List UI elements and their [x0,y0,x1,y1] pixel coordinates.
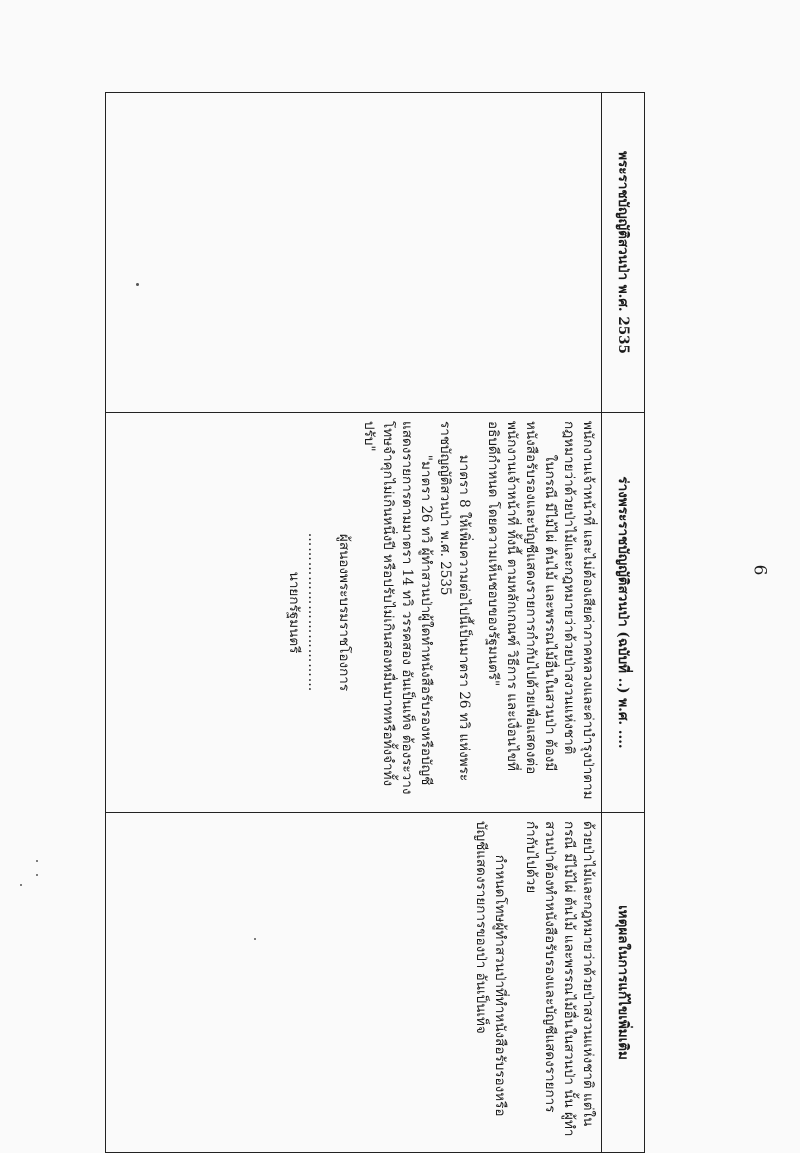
reason-paragraph-1: ด้วยป่าไม้และกฎหมายว่าด้วยป่าสงวนแห่งชาติ แต่ในกรณี มีไม้ไผ่ ต้นไม้ และพรรณไม้อื่นในสวนป่า นั้น ผู้ทำสวนป่าต้องทำหนังสือรับรองและบัญชีแสดงรายการกำกับไปด้วย [523,821,596,1137]
draft-paragraph-1: พนักงานเจ้าหน้าที่ และไม่ต้องเสียค่าภาคหลวงและค่าบำรุงป่าตามกฎหมายว่าด้วยป่าไม้และกฎหมายว่าด้วยป่าสงวนแห่งชาติ [561,421,596,800]
current-law-cell [106,93,602,413]
body-row [106,93,602,1153]
header-row [602,93,645,1153]
countersign-text: ผู้สนองพระบรมราชโองการ [336,533,352,692]
reason-paragraph-2: กำหนดโทษผู้ทำสวนป่าที่ทำหนังสือรับรองหรือบัญชีแสดงรายการของป่า อันเป็นเท็จ [473,821,508,1117]
page-number: 6 [749,564,770,576]
draft-paragraph-4: "มาตรา 26 ทวิ ผู้ทำสวนป่าผู้ใดทำหนังสือรับรองหรือบัญชีแสดงรายการตามมาตรา 14 ทวิ วรรคสอง อันเป็นเท็จ ต้องระวางโทษจำคุกไม่เกินหนึ่งปี หรือปรับไม่เกินสองหมื่นบาทหรือทั้งจำทั้งปรับ" [361,421,434,795]
scan-speck [254,938,256,940]
draft-law-cell [106,413,602,813]
comparison-table-wrapper [105,92,645,1152]
signature-line: …………………………… [305,532,321,693]
header-reason: เหตุผลในการแก้ไขเพิ่มเติม [602,813,645,1153]
scan-speck [20,884,22,886]
draft-paragraph-3: มาตรา 8 ให้เพิ่มความต่อไปนี้เป็นมาตรา 26 ทวิ แห่งพระราชบัญญัติสวนป่า พ.ศ. 2535 [437,421,472,782]
draft-paragraph-2: ในกรณี มีไม้ไผ่ ต้นไม้ และพรรณไม้อื่นในสวนป่า ต้องมีหนังสือรับรองและบัญชีแสดงรายการกำกับไปด้วยเพื่อแสดงต่อพนักงานเจ้าหน้าที่ ทั้งนี้ ตามหลักเกณฑ์ วิธีการ และเงื่อนไขที่อธิบดีกำหนด โดยความเห็นชอบของรัฐมนตรี" [485,421,558,775]
scan-speck [36,860,38,862]
signer-title: นายกรัฐมนตรี [286,571,302,654]
header-current-law: พระราชบัญญัติสวนป่า พ.ศ. 2535 [602,93,645,413]
header-draft-law: ร่างพระราชบัญญัติสวนป่า (ฉบับที่ ..) พ.ศ. .... [602,413,645,813]
scan-speck [136,283,139,286]
rotated-sheet [105,92,645,1152]
comparison-table [105,92,645,1153]
scan-speck [36,874,38,876]
reason-cell [106,813,602,1153]
